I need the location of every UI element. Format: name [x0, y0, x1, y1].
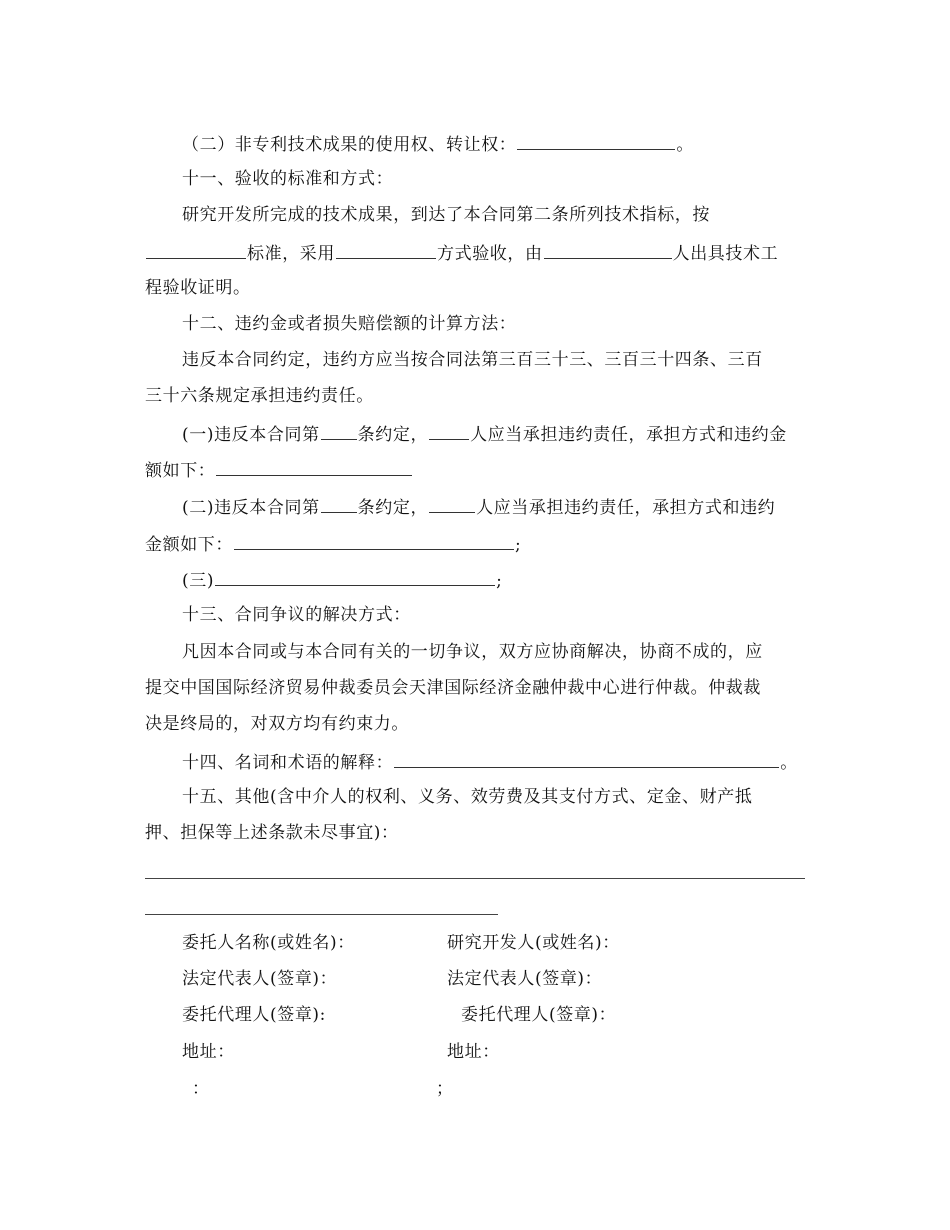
fill-in-rule: [145, 878, 805, 879]
blank-field: [215, 567, 495, 586]
client-name-label: 委托人名称(或姓名)：: [182, 933, 355, 953]
clause-14: 十四、名词和术语的解释： 。: [182, 749, 798, 775]
clause-12-para-2: 三十六条规定承担违约责任。: [145, 386, 374, 406]
client-agent-label: 委托代理人(签章):: [182, 1005, 326, 1025]
client-extra-label: ：: [192, 1079, 210, 1099]
developer-agent-label: 委托代理人(签章)：: [461, 1005, 617, 1025]
blank-field: [234, 531, 514, 550]
clause-13-title: 十三、合同争议的解决方式：: [182, 605, 411, 625]
clause-13-para-2: 提交中国国际经济贸易仲裁委员会天津国际经济金融仲裁中心进行仲裁。仲裁裁: [145, 678, 761, 698]
blank-field: [517, 131, 675, 150]
developer-name-label: 研究开发人(或姓名)：: [447, 933, 620, 953]
clause-13-para-1: 凡因本合同或与本合同有关的一切争议，双方应协商解决，协商不成的，应: [182, 642, 763, 662]
clause-10-item-2: （二）非专利技术成果的使用权、转让权： 。: [182, 131, 694, 157]
clause-11-title: 十一、验收的标准和方式：: [182, 169, 394, 189]
client-address-label: 地址：: [182, 1042, 235, 1062]
clause-11-para-1: 研究开发所完成的技术成果，到达了本合同第二条所列技术指标，按: [182, 205, 710, 225]
blank-field: [544, 240, 672, 259]
clause-12-item-3: (三) ;: [182, 567, 502, 593]
blank-field: [321, 421, 357, 440]
blank-field: [216, 457, 412, 476]
client-legal-rep-label: 法定代表人(签章)：: [182, 969, 338, 989]
developer-legal-rep-label: 法定代表人(签章)：: [447, 969, 603, 989]
blank-field: [336, 240, 436, 259]
developer-address-label: 地址：: [447, 1042, 500, 1062]
clause-12-para-1: 违反本合同约定，违约方应当按合同法第三百三十三、三百三十四条、三百: [182, 350, 763, 370]
clause-12-title: 十二、违约金或者损失赔偿额的计算方法：: [182, 314, 517, 334]
blank-field: [321, 494, 357, 513]
blank-field: [146, 240, 246, 259]
blank-field: [394, 749, 779, 768]
clause-12-item-2: (二)违反本合同第 条约定， 人应当承担违约责任，承担方式和违约: [182, 494, 775, 520]
clause-13-para-3: 决是终局的，对双方均有约束力。: [145, 714, 409, 734]
clause-12-item-1: (一)违反本合同第 条约定， 人应当承担违约责任，承担方式和违约金: [182, 421, 787, 447]
clause-12-item-2-cont: 金额如下： ;: [145, 531, 521, 557]
clause-15-para-1: 十五、其他(含中介人的权利、义务、效劳费及其支付方式、定金、财产抵: [182, 787, 753, 807]
blank-field: [429, 494, 475, 513]
clause-11-para-3: 程验收证明。: [145, 278, 251, 298]
fill-in-rule: [145, 914, 498, 915]
blank-field: [429, 421, 469, 440]
clause-12-item-1-cont: 额如下：: [145, 457, 413, 483]
clause-15-para-2: 押、担保等上述条款未尽事宜)：: [145, 823, 399, 843]
developer-extra-label: ；: [436, 1079, 454, 1099]
clause-11-para-2: 标准，采用 方式验收，由 人出具技术工: [145, 240, 778, 266]
